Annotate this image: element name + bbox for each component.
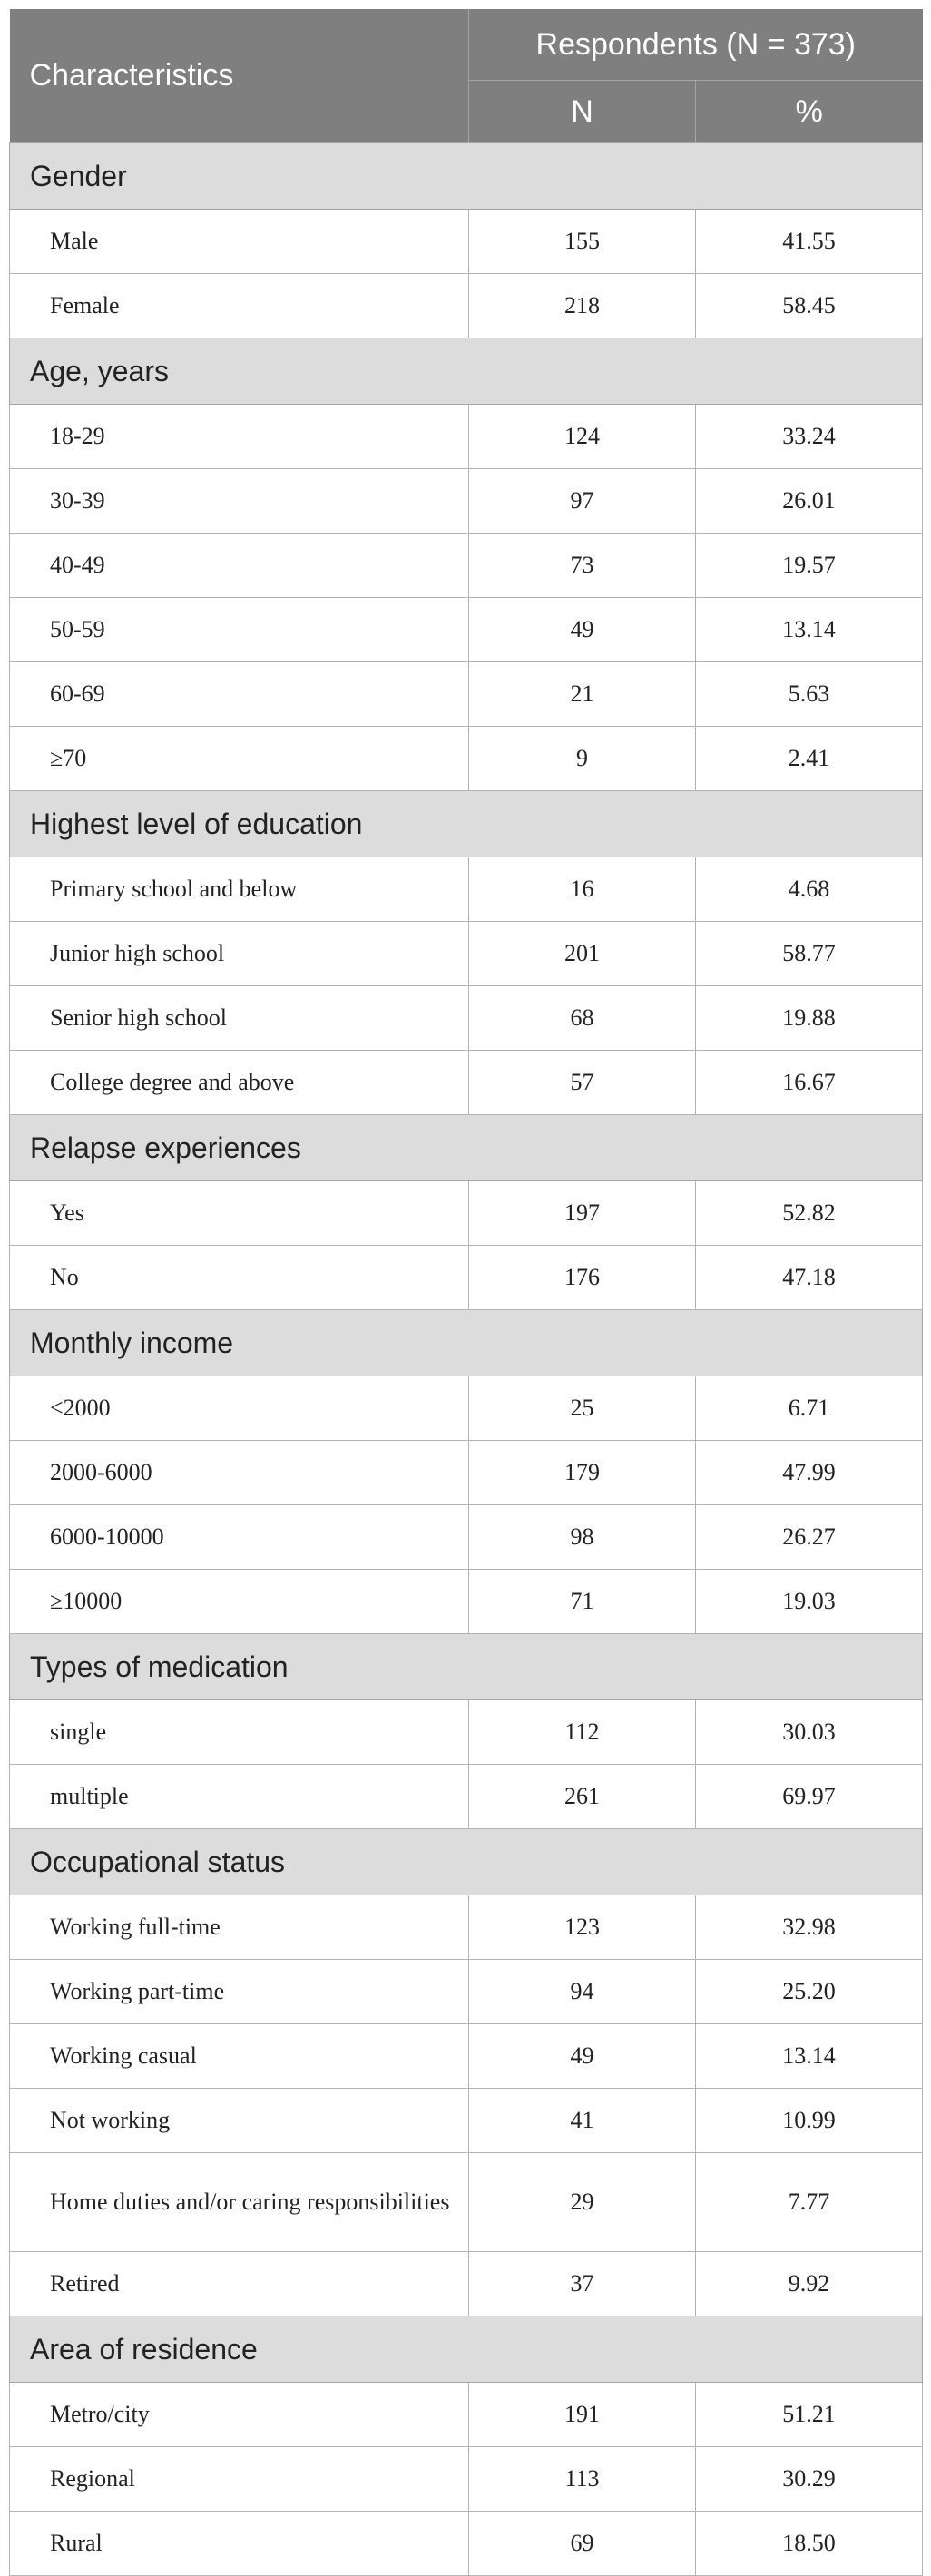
row-count: 191: [469, 2383, 696, 2447]
row-percent: 41.55: [696, 210, 923, 274]
section-title: Gender: [10, 143, 923, 210]
row-label: Male: [10, 210, 469, 274]
demographics-table: [9, 9, 923, 2576]
table-row: [10, 2383, 923, 2447]
header-characteristics: Characteristics: [10, 9, 469, 143]
table-header: [10, 9, 923, 143]
row-count: 9: [469, 727, 696, 791]
table-row: [10, 1505, 923, 1570]
table-row: [10, 1376, 923, 1441]
row-percent: 10.99: [696, 2089, 923, 2153]
row-percent: 19.03: [696, 1570, 923, 1634]
row-label: multiple: [10, 1765, 469, 1829]
row-count: 71: [469, 1570, 696, 1634]
row-label: 60-69: [10, 662, 469, 727]
section-title: Relapse experiences: [10, 1115, 923, 1181]
table-row: [10, 210, 923, 274]
header-n: N: [469, 81, 696, 143]
row-label: 40-49: [10, 534, 469, 598]
table-row: [10, 662, 923, 727]
row-label: 18-29: [10, 405, 469, 469]
table-row: [10, 2252, 923, 2316]
row-percent: 19.57: [696, 534, 923, 598]
row-count: 123: [469, 1895, 696, 1960]
row-percent: 47.18: [696, 1246, 923, 1310]
section-header-row: [10, 143, 923, 210]
section-header-row: [10, 338, 923, 405]
row-label: ≥70: [10, 727, 469, 791]
row-percent: 33.24: [696, 405, 923, 469]
row-label: Yes: [10, 1181, 469, 1246]
row-count: 197: [469, 1181, 696, 1246]
table-row: [10, 1570, 923, 1634]
row-label: ≥10000: [10, 1570, 469, 1634]
row-label: Rural: [10, 2512, 469, 2576]
table-row: [10, 2024, 923, 2089]
section-header-row: [10, 1634, 923, 1700]
row-label: College degree and above: [10, 1051, 469, 1115]
table-row: [10, 857, 923, 922]
row-count: 49: [469, 2024, 696, 2089]
row-label: Home duties and/or caring responsibilities: [10, 2153, 469, 2252]
row-percent: 47.99: [696, 1441, 923, 1505]
row-label: Not working: [10, 2089, 469, 2153]
row-count: 73: [469, 534, 696, 598]
row-label: Primary school and below: [10, 857, 469, 922]
row-count: 97: [469, 469, 696, 534]
row-percent: 26.27: [696, 1505, 923, 1570]
section-title: Occupational status: [10, 1829, 923, 1895]
table-row: [10, 534, 923, 598]
table-row: [10, 469, 923, 534]
row-percent: 58.77: [696, 922, 923, 986]
row-label: Metro/city: [10, 2383, 469, 2447]
row-count: 25: [469, 1376, 696, 1441]
row-count: 49: [469, 598, 696, 662]
table-row: [10, 1181, 923, 1246]
row-count: 155: [469, 210, 696, 274]
table-row: [10, 1700, 923, 1765]
row-percent: 30.29: [696, 2447, 923, 2512]
table-row: [10, 1441, 923, 1505]
row-count: 68: [469, 986, 696, 1051]
row-percent: 26.01: [696, 469, 923, 534]
row-label: Junior high school: [10, 922, 469, 986]
row-label: Female: [10, 274, 469, 338]
table-row: [10, 727, 923, 791]
section-title: Monthly income: [10, 1310, 923, 1376]
table-row: [10, 1246, 923, 1310]
table-row: [10, 2089, 923, 2153]
row-percent: 69.97: [696, 1765, 923, 1829]
row-percent: 30.03: [696, 1700, 923, 1765]
row-percent: 25.20: [696, 1960, 923, 2024]
row-percent: 18.50: [696, 2512, 923, 2576]
row-percent: 13.14: [696, 2024, 923, 2089]
row-percent: 7.77: [696, 2153, 923, 2252]
row-label: 6000-10000: [10, 1505, 469, 1570]
table-row: [10, 2153, 923, 2252]
row-percent: 16.67: [696, 1051, 923, 1115]
row-percent: 32.98: [696, 1895, 923, 1960]
row-percent: 52.82: [696, 1181, 923, 1246]
row-count: 179: [469, 1441, 696, 1505]
section-title: Area of residence: [10, 2316, 923, 2383]
section-header-row: [10, 791, 923, 857]
row-count: 57: [469, 1051, 696, 1115]
table-row: [10, 405, 923, 469]
row-count: 37: [469, 2252, 696, 2316]
table-row: [10, 274, 923, 338]
table-row: [10, 2447, 923, 2512]
row-percent: 5.63: [696, 662, 923, 727]
row-count: 69: [469, 2512, 696, 2576]
row-count: 113: [469, 2447, 696, 2512]
table-body: [10, 143, 923, 2576]
row-percent: 6.71: [696, 1376, 923, 1441]
row-count: 124: [469, 405, 696, 469]
section-title: Types of medication: [10, 1634, 923, 1700]
header-percent: %: [696, 81, 923, 143]
row-label: Working casual: [10, 2024, 469, 2089]
row-percent: 9.92: [696, 2252, 923, 2316]
row-count: 218: [469, 274, 696, 338]
row-percent: 51.21: [696, 2383, 923, 2447]
row-label: 30-39: [10, 469, 469, 534]
section-title: Age, years: [10, 338, 923, 405]
row-count: 112: [469, 1700, 696, 1765]
row-label: No: [10, 1246, 469, 1310]
row-count: 176: [469, 1246, 696, 1310]
row-percent: 58.45: [696, 274, 923, 338]
section-header-row: [10, 1829, 923, 1895]
table-row: [10, 2512, 923, 2576]
section-header-row: [10, 2316, 923, 2383]
row-label: 2000-6000: [10, 1441, 469, 1505]
row-percent: 4.68: [696, 857, 923, 922]
row-count: 98: [469, 1505, 696, 1570]
row-count: 16: [469, 857, 696, 922]
row-percent: 19.88: [696, 986, 923, 1051]
table-row: [10, 986, 923, 1051]
section-title: Highest level of education: [10, 791, 923, 857]
row-label: 50-59: [10, 598, 469, 662]
table-row: [10, 922, 923, 986]
row-count: 21: [469, 662, 696, 727]
row-count: 201: [469, 922, 696, 986]
row-label: Senior high school: [10, 986, 469, 1051]
row-percent: 2.41: [696, 727, 923, 791]
section-header-row: [10, 1115, 923, 1181]
row-count: 94: [469, 1960, 696, 2024]
row-label: Working full-time: [10, 1895, 469, 1960]
table-row: [10, 598, 923, 662]
table-row: [10, 1960, 923, 2024]
table-row: [10, 1765, 923, 1829]
row-count: 29: [469, 2153, 696, 2252]
row-percent: 13.14: [696, 598, 923, 662]
row-label: Retired: [10, 2252, 469, 2316]
row-label: <2000: [10, 1376, 469, 1441]
header-respondents: Respondents (N = 373): [469, 9, 923, 81]
row-label: single: [10, 1700, 469, 1765]
row-count: 261: [469, 1765, 696, 1829]
section-header-row: [10, 1310, 923, 1376]
table-row: [10, 1051, 923, 1115]
table-row: [10, 1895, 923, 1960]
row-label: Working part-time: [10, 1960, 469, 2024]
row-count: 41: [469, 2089, 696, 2153]
row-label: Regional: [10, 2447, 469, 2512]
